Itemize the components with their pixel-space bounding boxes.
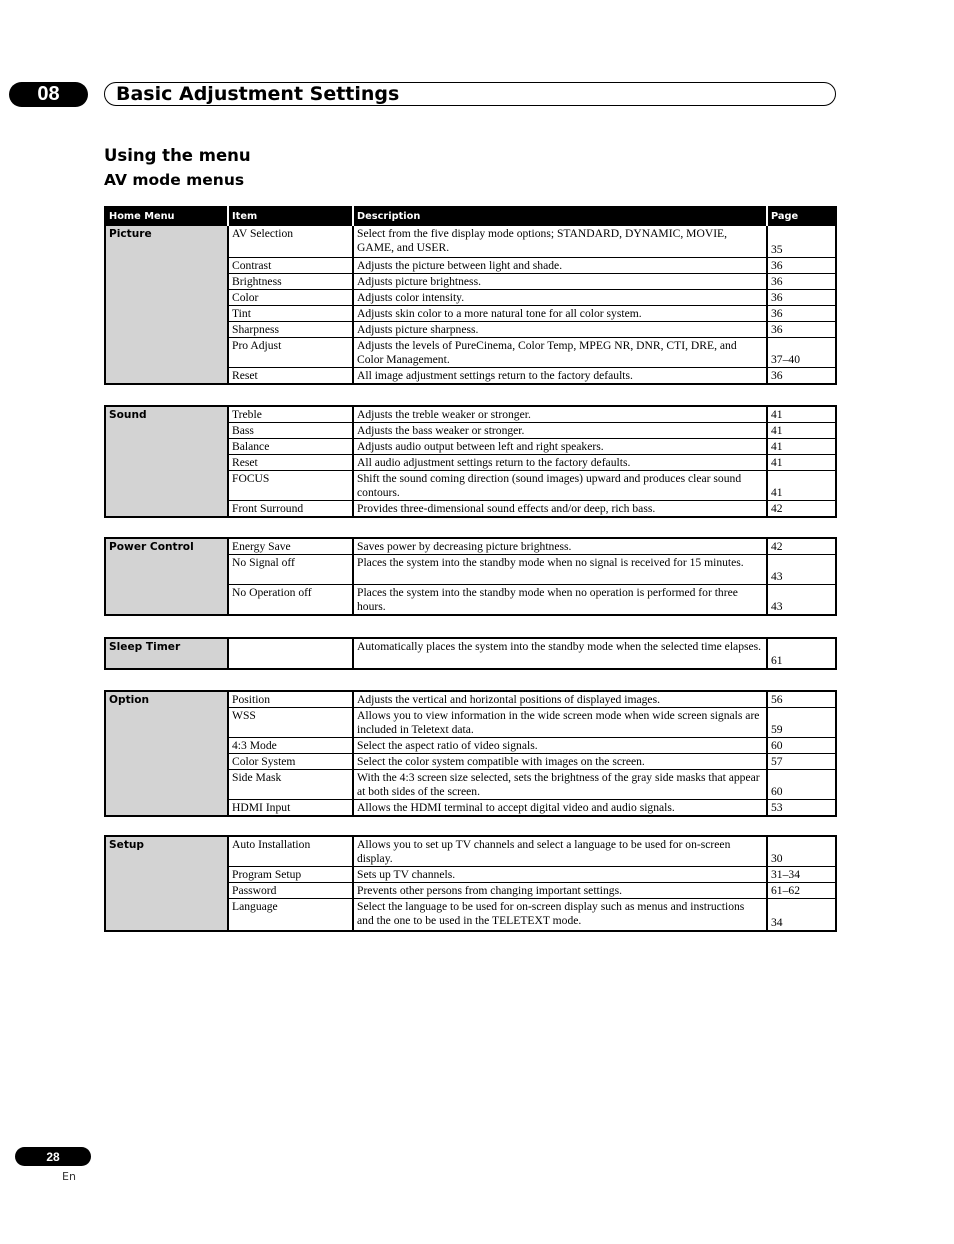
home-menu-cell: Setup xyxy=(105,836,228,931)
item-cell: Treble xyxy=(228,406,353,423)
page-cell: 61–62 xyxy=(767,883,836,899)
page-cell: 36 xyxy=(767,322,836,338)
page-cell: 41 xyxy=(767,406,836,423)
description-cell: Automatically places the system into the standby mode when the selected time elapses. xyxy=(353,638,767,669)
page-cell: 43 xyxy=(767,555,836,585)
home-menu-cell: Option xyxy=(105,691,228,816)
page-cell: 42 xyxy=(767,538,836,555)
home-menu-cell: Sleep Timer xyxy=(105,638,228,669)
item-cell: Side Mask xyxy=(228,770,353,800)
page-cell: 36 xyxy=(767,258,836,274)
page-cell: 43 xyxy=(767,585,836,616)
description-cell: Saves power by decreasing picture brightness. xyxy=(353,538,767,555)
home-menu-cell: Power Control xyxy=(105,538,228,615)
page-cell: 41 xyxy=(767,439,836,455)
item-cell: Brightness xyxy=(228,274,353,290)
item-cell: No Signal off xyxy=(228,555,353,585)
page-cell: 42 xyxy=(767,501,836,518)
table-row xyxy=(105,226,836,258)
item-cell: Program Setup xyxy=(228,867,353,883)
item-cell: Energy Save xyxy=(228,538,353,555)
description-cell: Select the aspect ratio of video signals. xyxy=(353,738,767,754)
item-cell: Color xyxy=(228,290,353,306)
menu-table-sound xyxy=(104,405,837,518)
item-cell: Position xyxy=(228,691,353,708)
page-cell: 36 xyxy=(767,290,836,306)
description-cell: Allows you to view information in the wide screen mode when wide screen signals are included in Teletext data. xyxy=(353,708,767,738)
table-row xyxy=(105,836,836,867)
page-cell: 30 xyxy=(767,836,836,867)
item-cell: Balance xyxy=(228,439,353,455)
description-cell: Select the language to be used for on-screen display such as menus and instructions and the one to be used in the TELETEXT mode. xyxy=(353,899,767,931)
item-cell xyxy=(228,638,353,669)
item-cell: Reset xyxy=(228,455,353,471)
description-cell: All image adjustment settings return to the factory defaults. xyxy=(353,368,767,385)
language-label: En xyxy=(62,1170,76,1183)
page-cell: 53 xyxy=(767,800,836,817)
chapter-number-badge: 08 xyxy=(9,82,88,107)
description-cell: Adjusts skin color to a more natural tone for all color system. xyxy=(353,306,767,322)
page-cell: 34 xyxy=(767,899,836,931)
section-subtitle: AV mode menus xyxy=(104,171,245,189)
chapter-title: Basic Adjustment Settings xyxy=(116,83,400,105)
home-menu-cell: Sound xyxy=(105,406,228,517)
header-page: Page xyxy=(767,207,836,226)
description-cell: Adjusts picture brightness. xyxy=(353,274,767,290)
chapter-title-bar xyxy=(104,82,836,106)
page-cell: 31–34 xyxy=(767,867,836,883)
menu-table-setup xyxy=(104,835,837,932)
table-row xyxy=(105,638,836,669)
item-cell: Front Surround xyxy=(228,501,353,518)
page-cell: 57 xyxy=(767,754,836,770)
description-cell: Select the color system compatible with images on the screen. xyxy=(353,754,767,770)
table-header-row xyxy=(105,207,836,226)
header-description: Description xyxy=(353,207,767,226)
page-cell: 61 xyxy=(767,638,836,669)
description-cell: Allows you to set up TV channels and select a language to be used for on-screen display. xyxy=(353,836,767,867)
table-row xyxy=(105,691,836,708)
description-cell: Prevents other persons from changing important settings. xyxy=(353,883,767,899)
table-row xyxy=(105,406,836,423)
item-cell: No Operation off xyxy=(228,585,353,616)
header-item: Item xyxy=(228,207,353,226)
description-cell: Sets up TV channels. xyxy=(353,867,767,883)
description-cell: Places the system into the standby mode when no signal is received for 15 minutes. xyxy=(353,555,767,585)
page-number-badge: 28 xyxy=(15,1147,91,1166)
item-cell: 4:3 Mode xyxy=(228,738,353,754)
page-cell: 36 xyxy=(767,274,836,290)
description-cell: Select from the five display mode options; STANDARD, DYNAMIC, MOVIE, GAME, and USER. xyxy=(353,226,767,258)
page-cell: 56 xyxy=(767,691,836,708)
item-cell: WSS xyxy=(228,708,353,738)
page-cell: 35 xyxy=(767,226,836,258)
description-cell: Shift the sound coming direction (sound images) upward and produces clear sound contours. xyxy=(353,471,767,501)
description-cell: Adjusts the levels of PureCinema, Color Temp, MPEG NR, DNR, CTI, DRE, and Color Management. xyxy=(353,338,767,368)
item-cell: Pro Adjust xyxy=(228,338,353,368)
menu-table-power-control xyxy=(104,537,837,616)
item-cell: AV Selection xyxy=(228,226,353,258)
description-cell: All audio adjustment settings return to the factory defaults. xyxy=(353,455,767,471)
item-cell: Color System xyxy=(228,754,353,770)
description-cell: Adjusts the treble weaker or stronger. xyxy=(353,406,767,423)
page-cell: 41 xyxy=(767,471,836,501)
item-cell: Tint xyxy=(228,306,353,322)
description-cell: Adjusts audio output between left and right speakers. xyxy=(353,439,767,455)
item-cell: Sharpness xyxy=(228,322,353,338)
item-cell: HDMI Input xyxy=(228,800,353,817)
page-cell: 41 xyxy=(767,423,836,439)
description-cell: With the 4:3 screen size selected, sets the brightness of the gray side masks that appear at both sides of the screen. xyxy=(353,770,767,800)
page-cell: 36 xyxy=(767,368,836,385)
item-cell: Bass xyxy=(228,423,353,439)
page-cell: 37–40 xyxy=(767,338,836,368)
item-cell: Reset xyxy=(228,368,353,385)
item-cell: Contrast xyxy=(228,258,353,274)
description-cell: Provides three-dimensional sound effects and/or deep, rich bass. xyxy=(353,501,767,518)
item-cell: Language xyxy=(228,899,353,931)
header-home-menu: Home Menu xyxy=(105,207,228,226)
description-cell: Adjusts the bass weaker or stronger. xyxy=(353,423,767,439)
page-cell: 59 xyxy=(767,708,836,738)
page-cell: 41 xyxy=(767,455,836,471)
menu-table-sleep-timer xyxy=(104,637,837,670)
page-cell: 60 xyxy=(767,738,836,754)
item-cell: Auto Installation xyxy=(228,836,353,867)
item-cell: Password xyxy=(228,883,353,899)
description-cell: Adjusts the vertical and horizontal positions of displayed images. xyxy=(353,691,767,708)
menu-table-picture xyxy=(104,206,837,385)
description-cell: Adjusts the picture between light and shade. xyxy=(353,258,767,274)
menu-table-option xyxy=(104,690,837,817)
page-cell: 60 xyxy=(767,770,836,800)
description-cell: Adjusts color intensity. xyxy=(353,290,767,306)
table-row xyxy=(105,538,836,555)
item-cell: FOCUS xyxy=(228,471,353,501)
description-cell: Allows the HDMI terminal to accept digital video and audio signals. xyxy=(353,800,767,817)
page-cell: 36 xyxy=(767,306,836,322)
home-menu-cell: Picture xyxy=(105,226,228,385)
description-cell: Places the system into the standby mode when no operation is performed for three hours. xyxy=(353,585,767,616)
description-cell: Adjusts picture sharpness. xyxy=(353,322,767,338)
section-title: Using the menu xyxy=(104,146,251,165)
